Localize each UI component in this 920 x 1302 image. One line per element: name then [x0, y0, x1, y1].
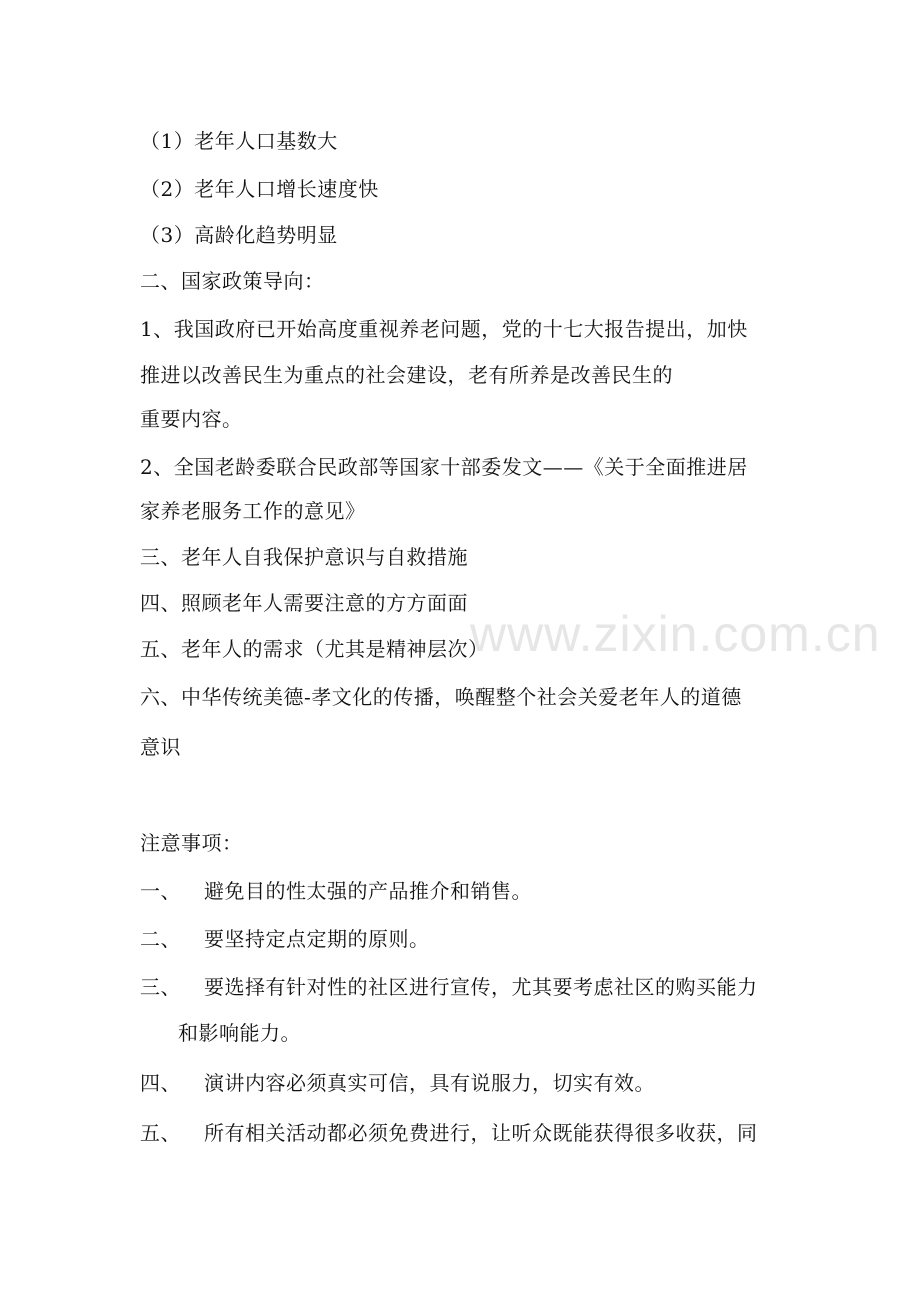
note-text: 所有相关活动都必须免费进行，让听众既能获得很多收获，同: [204, 1121, 758, 1145]
note-item: [140, 926, 430, 952]
section-heading: 五、老年人的需求（尤其是精神层次）: [140, 637, 489, 661]
note-continuation: 和影响能力。: [178, 1021, 301, 1045]
note-number: 四、: [140, 1071, 181, 1095]
note-item: [140, 1120, 758, 1146]
paragraph-line: 重要内容。: [140, 407, 243, 431]
paragraph-line: 1、我国政府已开始高度重视养老问题，党的十七大报告提出，加快: [140, 317, 748, 341]
section-heading: 二、国家政策导向：: [140, 269, 325, 293]
paragraph-line: 推进以改善民生为重点的社会建设，老有所养是改善民生的: [140, 363, 673, 387]
note-text: 演讲内容必须真实可信，具有说服力，切实有效。: [204, 1071, 655, 1095]
list-item: （2）老年人口增长速度快: [140, 177, 379, 201]
watermark: www.zixin.com.cn: [470, 606, 881, 662]
list-item: （3）高龄化趋势明显: [140, 223, 338, 247]
list-item: （1）老年人口基数大: [140, 129, 338, 153]
note-item: [140, 974, 758, 1000]
paragraph-line: 意识: [140, 735, 181, 759]
notes-heading: 注意事项：: [140, 831, 243, 855]
note-text: 要坚持定点定期的原则。: [204, 927, 430, 951]
note-item: [140, 1070, 655, 1096]
note-number: 三、: [140, 975, 181, 999]
paragraph-line: 六、中华传统美德-孝文化的传播，唤醒整个社会关爱老年人的道德: [140, 685, 742, 709]
note-text: 避免目的性太强的产品推介和销售。: [204, 879, 532, 903]
note-text: 要选择有针对性的社区进行宣传，尤其要考虑社区的购买能力: [204, 975, 758, 999]
paragraph-line: 家养老服务工作的意见》: [140, 499, 366, 523]
paragraph-line: 2、全国老龄委联合民政部等国家十部委发文——《关于全面推进居: [140, 455, 748, 479]
note-number: 二、: [140, 927, 181, 951]
section-heading: 四、照顾老年人需要注意的方方面面: [140, 591, 468, 615]
note-number: 一、: [140, 879, 181, 903]
note-number: 五、: [140, 1121, 181, 1145]
note-item: [140, 878, 532, 904]
section-heading: 三、老年人自我保护意识与自救措施: [140, 545, 468, 569]
